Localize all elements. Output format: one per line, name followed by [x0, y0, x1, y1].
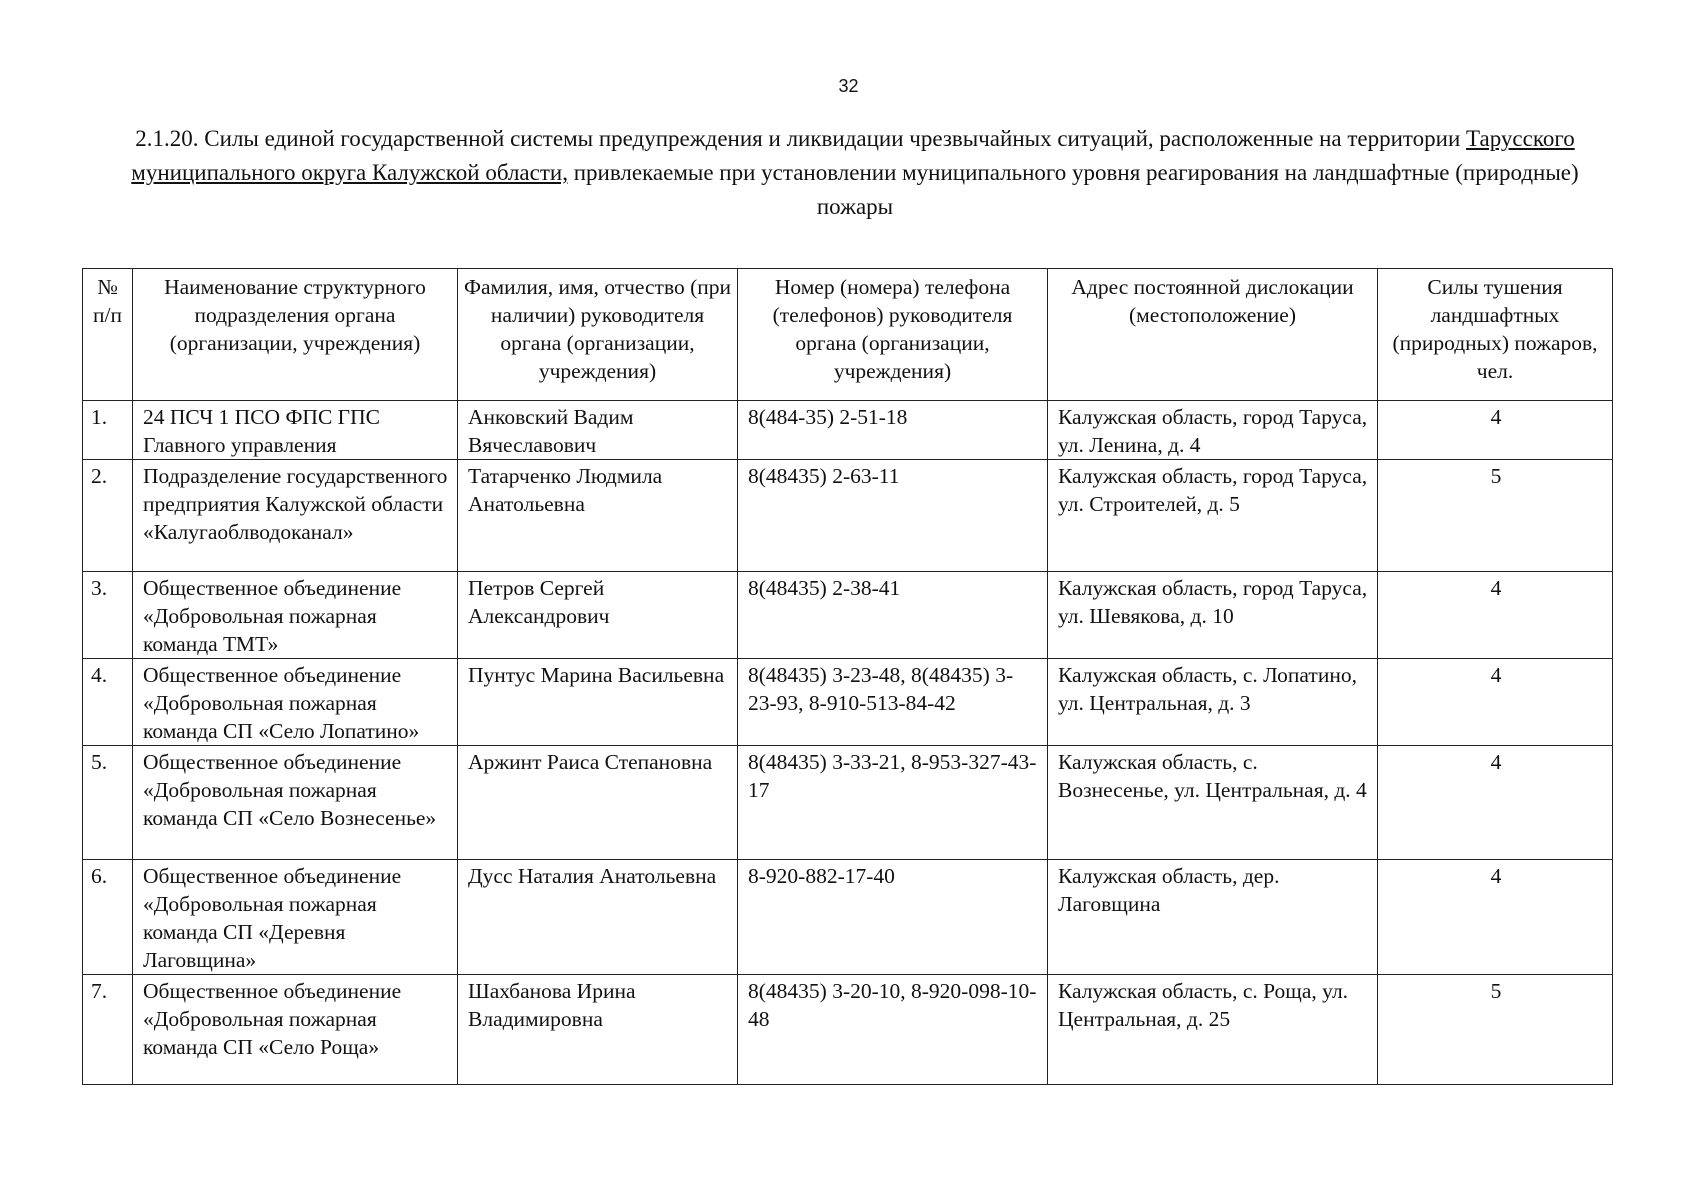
section-heading: [110, 122, 1600, 224]
row-head: Пунтус Марина Васильевна: [458, 659, 738, 746]
table-row: [83, 659, 1613, 746]
row-num: 2.: [83, 460, 133, 572]
row-head: Аржинт Раиса Степановна: [458, 746, 738, 860]
row-address: Калужская область, город Таруса, ул. Ленина, д. 4: [1048, 401, 1378, 460]
header-row: [83, 269, 1613, 401]
row-phone: 8(48435) 3-33-21, 8-953-327-43-17: [738, 746, 1048, 860]
row-num: 4.: [83, 659, 133, 746]
row-address: Калужская область, с. Роща, ул. Центральная, д. 25: [1048, 975, 1378, 1085]
row-forces: 4: [1378, 746, 1613, 860]
heading-underlined-territory: Тарусского муниципального округа Калужской области,: [131, 126, 1575, 185]
row-phone: 8(48435) 3-23-48, 8(48435) 3-23-93, 8-910-513-84-42: [738, 659, 1048, 746]
header-address: Адрес постоянной дислокации (местоположение): [1048, 269, 1378, 401]
row-phone: 8(484-35) 2-51-18: [738, 401, 1048, 460]
row-unit: Подразделение государственного предприятия Калужской области «Калугаоблводоканал»: [133, 460, 458, 572]
row-unit: Общественное объединение «Добровольная пожарная команда ТМТ»: [133, 572, 458, 659]
row-head: Петров Сергей Александрович: [458, 572, 738, 659]
row-address: Калужская область, с. Вознесенье, ул. Центральная, д. 4: [1048, 746, 1378, 860]
row-head: Анковский Вадим Вячеславович: [458, 401, 738, 460]
row-forces: 4: [1378, 401, 1613, 460]
row-forces: 5: [1378, 460, 1613, 572]
row-head: Татарченко Людмила Анатольевна: [458, 460, 738, 572]
table-body: [83, 401, 1613, 1085]
header-forces: Силы тушения ландшафтных (природных) пожаров, чел.: [1378, 269, 1613, 401]
row-forces: 4: [1378, 659, 1613, 746]
table-row: [83, 746, 1613, 860]
row-num: 6.: [83, 860, 133, 975]
table-row: [83, 572, 1613, 659]
table-row: [83, 860, 1613, 975]
table-row: [83, 460, 1613, 572]
row-phone: 8(48435) 2-38-41: [738, 572, 1048, 659]
heading-text-part2: привлекаемые при установлении муниципального уровня реагирования на ландшафтные (природные) пожары: [567, 160, 1579, 219]
row-phone: 8-920-882-17-40: [738, 860, 1048, 975]
row-forces: 5: [1378, 975, 1613, 1085]
page-number: 32: [838, 76, 859, 96]
row-num: 1.: [83, 401, 133, 460]
heading-text-part1: 2.1.20. Силы единой государственной системы предупреждения и ликвидации чрезвычайных ситуаций, расположенные на территории: [135, 126, 1467, 151]
header-head: Фамилия, имя, отчество (при наличии) руководителя органа (организации, учреждения): [458, 269, 738, 401]
row-address: Калужская область, дер. Лаговщина: [1048, 860, 1378, 975]
row-unit: 24 ПСЧ 1 ПСО ФПС ГПС Главного управления: [133, 401, 458, 460]
table-header: [83, 269, 1613, 401]
row-head: Дусс Наталия Анатольевна: [458, 860, 738, 975]
row-unit: Общественное объединение «Добровольная пожарная команда СП «Село Роща»: [133, 975, 458, 1085]
header-phone: Номер (номера) телефона (телефонов) руководителя органа (организации, учреждения): [738, 269, 1048, 401]
row-phone: 8(48435) 3-20-10, 8-920-098-10-48: [738, 975, 1048, 1085]
header-unit: Наименование структурного подразделения органа (организации, учреждения): [133, 269, 458, 401]
row-num: 3.: [83, 572, 133, 659]
header-num: № п/п: [83, 269, 133, 401]
row-address: Калужская область, с. Лопатино, ул. Центральная, д. 3: [1048, 659, 1378, 746]
table-row: [83, 401, 1613, 460]
row-unit: Общественное объединение «Добровольная пожарная команда СП «Деревня Лаговщина»: [133, 860, 458, 975]
row-forces: 4: [1378, 572, 1613, 659]
row-num: 7.: [83, 975, 133, 1085]
table-row: [83, 975, 1613, 1085]
row-forces: 4: [1378, 860, 1613, 975]
row-num: 5.: [83, 746, 133, 860]
forces-table: [82, 268, 1613, 1085]
row-phone: 8(48435) 2-63-11: [738, 460, 1048, 572]
row-unit: Общественное объединение «Добровольная пожарная команда СП «Село Вознесенье»: [133, 746, 458, 860]
row-address: Калужская область, город Таруса, ул. Шевякова, д. 10: [1048, 572, 1378, 659]
row-unit: Общественное объединение «Добровольная пожарная команда СП «Село Лопатино»: [133, 659, 458, 746]
row-address: Калужская область, город Таруса, ул. Строителей, д. 5: [1048, 460, 1378, 572]
row-head: Шахбанова Ирина Владимировна: [458, 975, 738, 1085]
